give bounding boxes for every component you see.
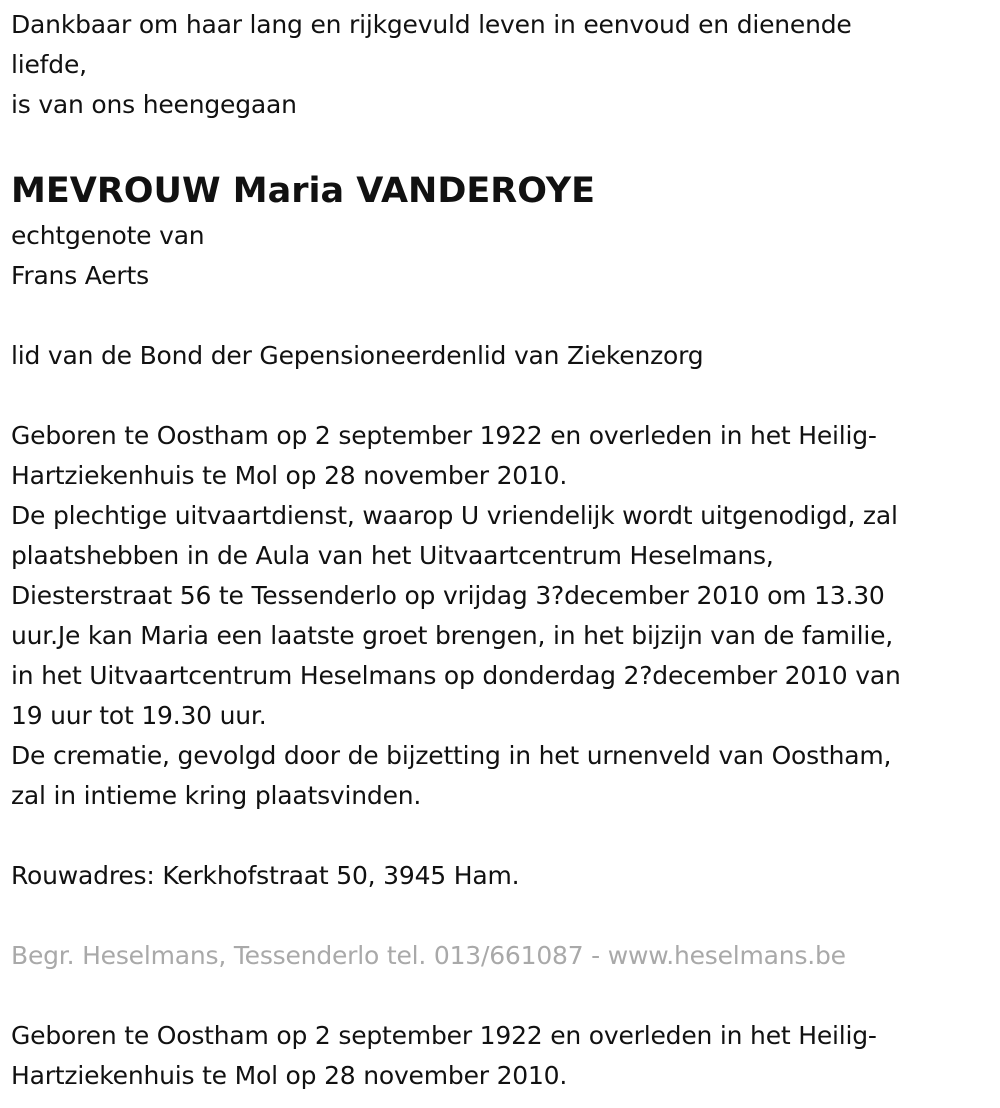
details-line: Diesterstraat 56 te Tessenderlo op vrijdag 3?december 2010 om 13.30 <box>11 581 885 610</box>
intro-block <box>11 5 986 125</box>
mourning-address: Rouwadres: Kerkhofstraat 50, 3945 Ham. <box>11 861 520 890</box>
spacer <box>11 816 986 856</box>
details-line: 19 uur tot 19.30 uur. <box>11 701 267 730</box>
spouse-name: Frans Aerts <box>11 261 149 290</box>
spacer <box>11 976 986 1016</box>
spacer <box>11 296 986 336</box>
obituary-notice <box>11 0 986 1096</box>
details-line: plaatshebben in de Aula van het Uitvaartcentrum Heselmans, <box>11 541 774 570</box>
intro-line-2: liefde, <box>11 50 87 79</box>
repeat-block <box>11 1016 986 1096</box>
undertaker-info: Begr. Heselmans, Tessenderlo tel. 013/661087 - www.heselmans.be <box>11 941 846 970</box>
intro-line-1: Dankbaar om haar lang en rijkgevuld leven in eenvoud en dienende <box>11 10 852 39</box>
details-line: De crematie, gevolgd door de bijzetting in het urnenveld van Oostham, <box>11 741 892 770</box>
intro-line-3: is van ons heengegaan <box>11 90 297 119</box>
repeat-line-2: Hartziekenhuis te Mol op 28 november 2010. <box>11 1061 568 1090</box>
details-line: zal in intieme kring plaatsvinden. <box>11 781 422 810</box>
details-line: De plechtige uitvaartdienst, waarop U vriendelijk wordt uitgenodigd, zal <box>11 501 898 530</box>
membership-text: lid van de Bond der Gepensioneerdenlid van Ziekenzorg <box>11 341 704 370</box>
spacer <box>11 896 986 936</box>
spacer <box>11 376 986 416</box>
spouse-block <box>11 216 986 296</box>
details-block <box>11 416 986 816</box>
details-line: in het Uitvaartcentrum Heselmans op donderdag 2?december 2010 van <box>11 661 901 690</box>
deceased-name: MEVROUW Maria VANDEROYE <box>11 171 596 211</box>
details-line: Geboren te Oostham op 2 september 1922 en overleden in het Heilig- <box>11 421 877 450</box>
details-line: uur.Je kan Maria een laatste groet brengen, in het bijzijn van de familie, <box>11 621 894 650</box>
details-line: Hartziekenhuis te Mol op 28 november 2010. <box>11 461 568 490</box>
spouse-label: echtgenote van <box>11 221 205 250</box>
repeat-line-1: Geboren te Oostham op 2 september 1922 en overleden in het Heilig- <box>11 1021 877 1050</box>
